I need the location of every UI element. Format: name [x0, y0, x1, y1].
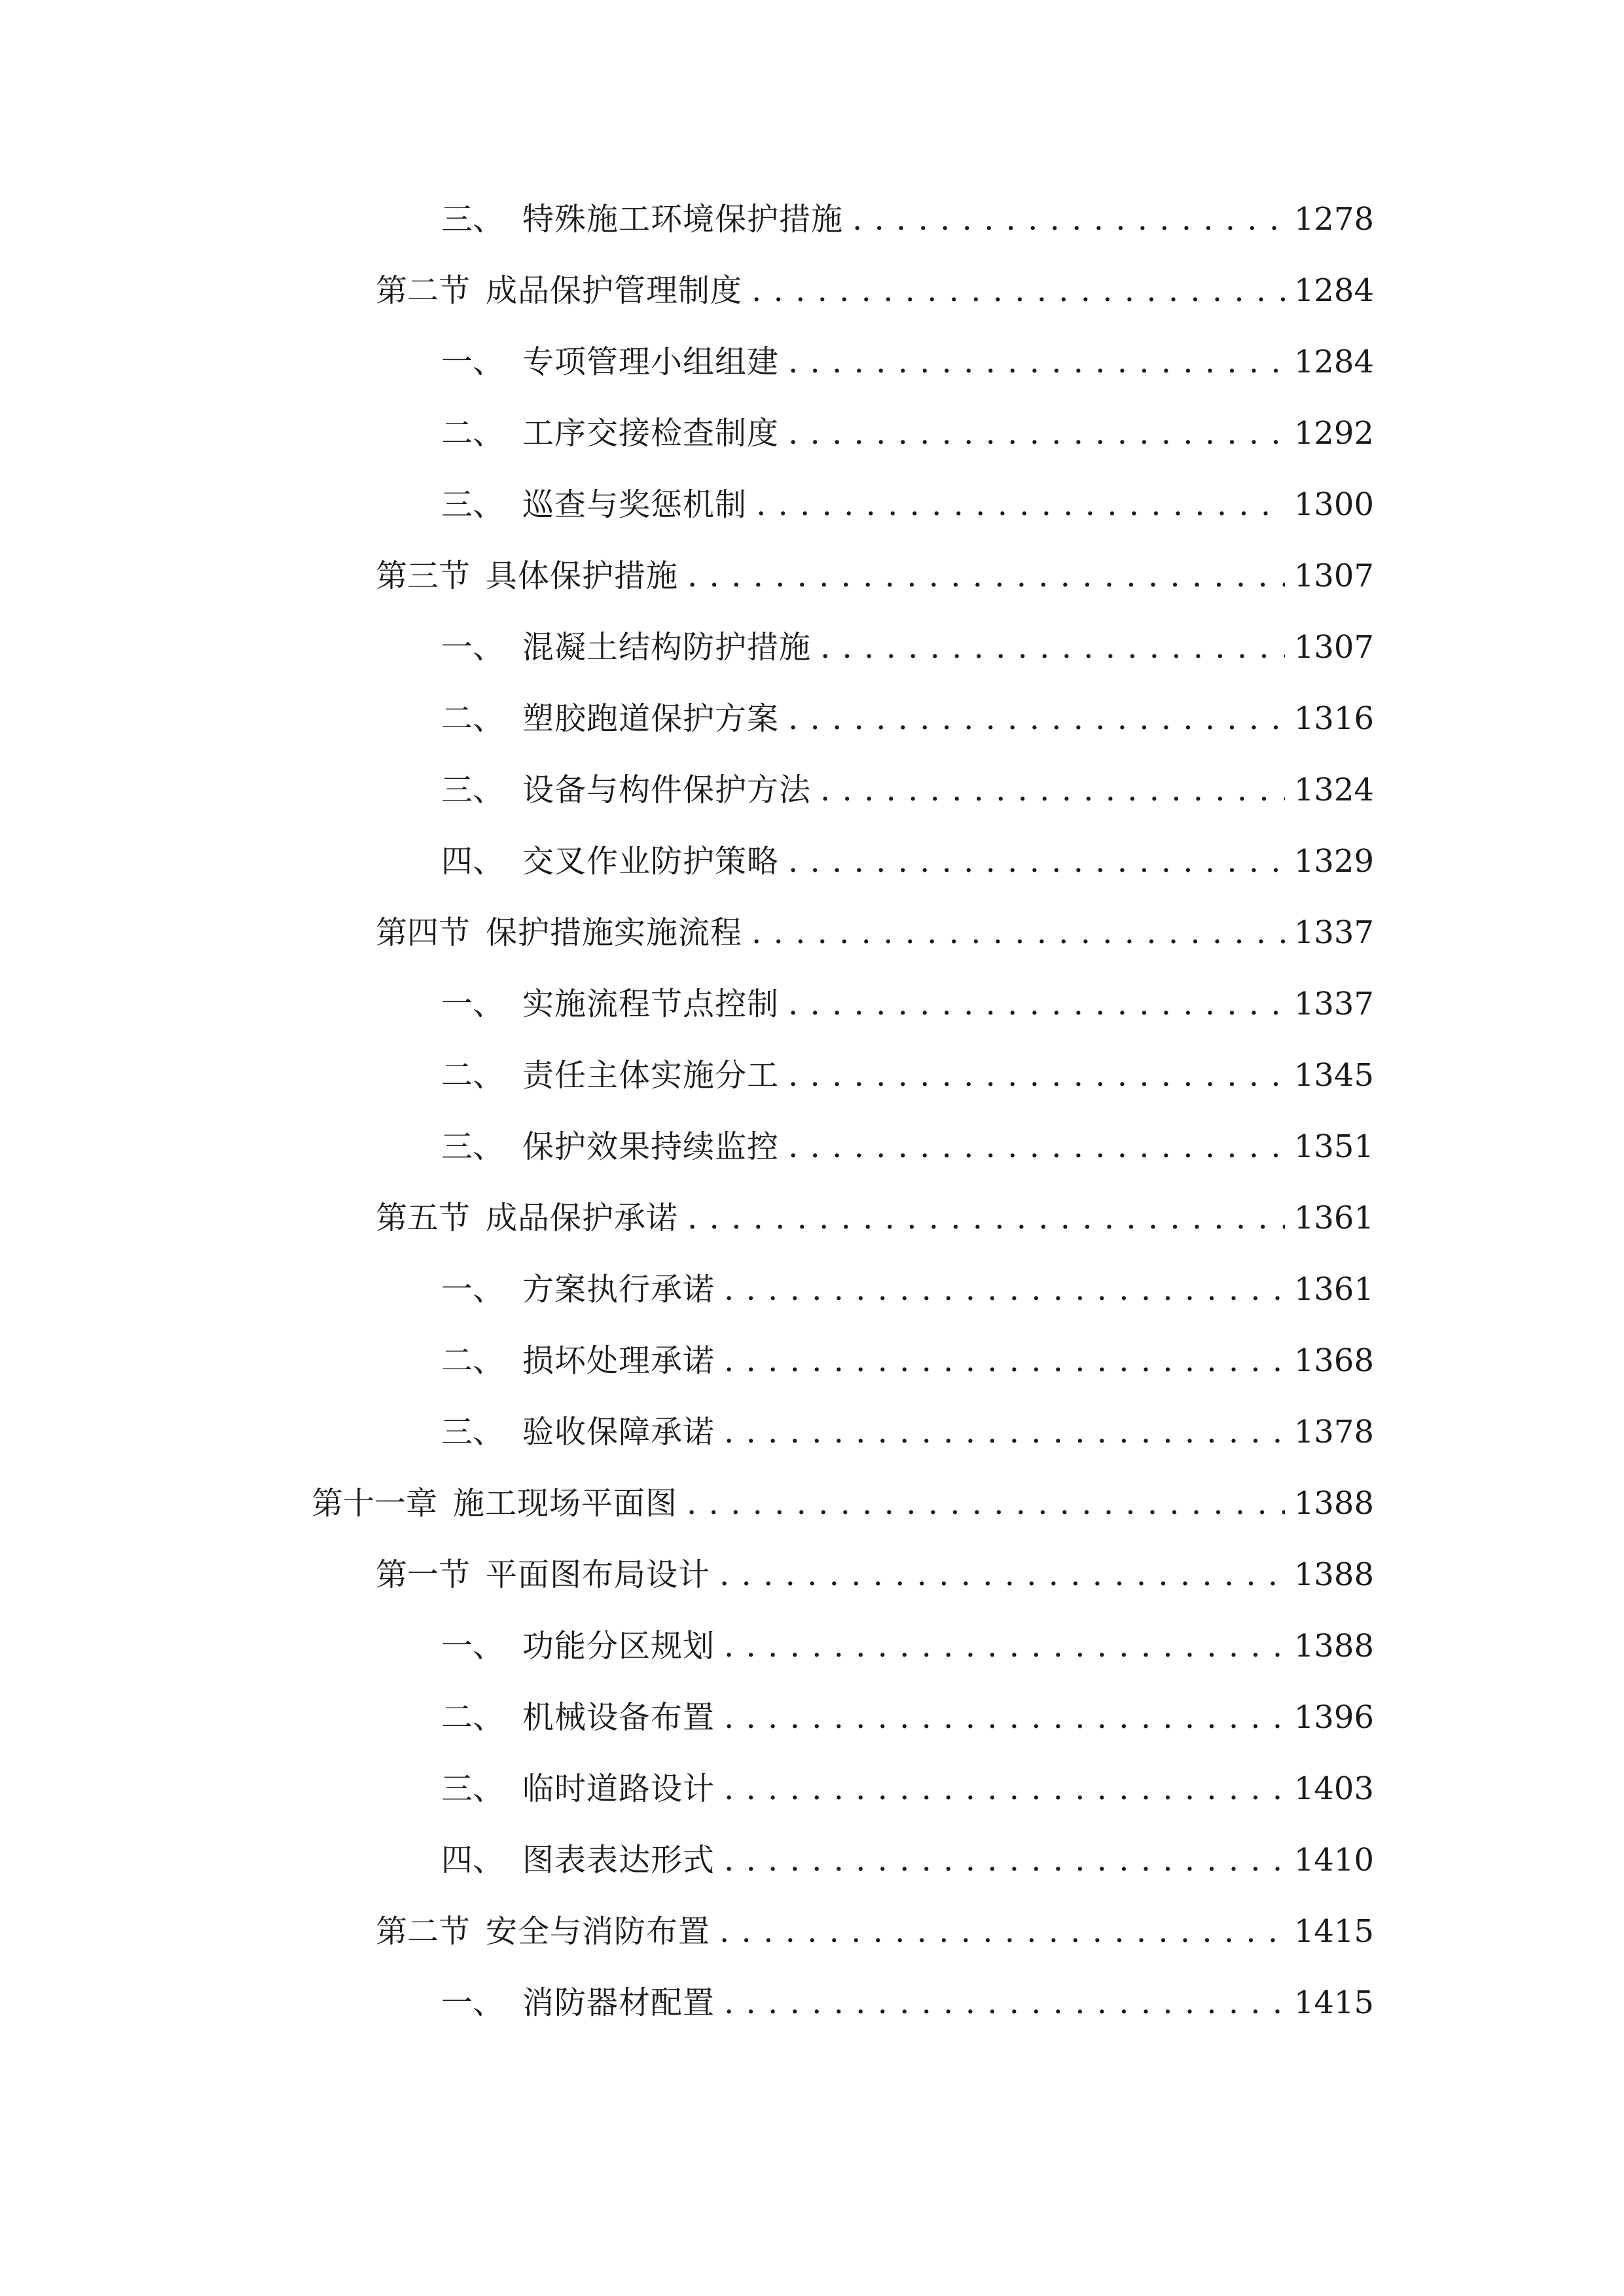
- toc-entry[interactable]: [441, 478, 1374, 531]
- toc-entry-number: 第一节: [376, 1556, 471, 1593]
- toc-entry[interactable]: [441, 407, 1374, 459]
- dot-leader: [724, 1763, 1285, 1815]
- toc-entry-number: 一、: [441, 1628, 505, 1664]
- toc-entry-page: 1388: [1293, 1628, 1374, 1664]
- toc-entry-number: 一、: [441, 1271, 505, 1308]
- toc-entry[interactable]: [441, 1763, 1374, 1815]
- toc-entry-number: 二、: [441, 1699, 505, 1736]
- dot-leader: [788, 835, 1285, 888]
- dot-leader: [687, 1477, 1285, 1530]
- toc-entry[interactable]: [376, 1549, 1374, 1601]
- toc-entry-number: 二、: [441, 1057, 505, 1094]
- toc-entry-title: 消防器材配置: [522, 1984, 715, 2021]
- toc-entry-title: 专项管理小组组建: [522, 344, 780, 380]
- toc-entry-number: 一、: [441, 986, 505, 1022]
- toc-entry[interactable]: [441, 1121, 1374, 1173]
- toc-entry-page: 1292: [1293, 415, 1374, 452]
- toc-entry-title: 功能分区规划: [522, 1628, 715, 1664]
- toc-entry-page: 1345: [1293, 1057, 1374, 1094]
- toc-entry-title: 平面图布局设计: [486, 1556, 711, 1593]
- toc-entry[interactable]: [441, 835, 1374, 888]
- toc-entry-number: 第二节: [376, 272, 471, 309]
- toc-entry-title: 设备与构件保护方法: [522, 772, 812, 808]
- dot-leader: [724, 1335, 1285, 1387]
- dot-leader: [724, 1406, 1285, 1458]
- toc-entry-title: 保护效果持续监控: [522, 1128, 780, 1165]
- toc-entry-title: 工序交接检查制度: [522, 415, 780, 452]
- toc-entry-number: 四、: [441, 1842, 505, 1878]
- dot-leader: [788, 407, 1285, 459]
- toc-entry-title: 混凝土结构防护措施: [522, 629, 812, 666]
- toc-entry[interactable]: [376, 550, 1374, 602]
- toc-entry[interactable]: [441, 1834, 1374, 1886]
- toc-entry-page: 1337: [1293, 986, 1374, 1022]
- toc-entry-title: 损坏处理承诺: [522, 1342, 715, 1379]
- toc-entry[interactable]: [376, 1192, 1374, 1244]
- dot-leader: [788, 692, 1285, 745]
- toc-entry[interactable]: [441, 1335, 1374, 1387]
- toc-entry[interactable]: [441, 1263, 1374, 1316]
- toc-entry-page: 1337: [1293, 914, 1374, 951]
- dot-leader: [724, 1834, 1285, 1886]
- toc-entry-number: 一、: [441, 629, 505, 666]
- toc-entry-title: 成品保护管理制度: [486, 272, 743, 309]
- toc-entry-title: 临时道路设计: [522, 1770, 715, 1807]
- toc-entry-page: 1368: [1293, 1342, 1374, 1379]
- toc-entry-title: 施工现场平面图: [453, 1485, 678, 1522]
- toc-entry-title: 交叉作业防护策略: [522, 843, 780, 880]
- dot-leader: [756, 478, 1285, 531]
- toc-entry-title: 方案执行承诺: [522, 1271, 715, 1308]
- toc-entry-title: 机械设备布置: [522, 1699, 715, 1736]
- toc-entry-number: 三、: [441, 1770, 505, 1807]
- toc-entry-number: 二、: [441, 1342, 505, 1379]
- toc-entry-page: 1415: [1293, 1913, 1374, 1950]
- toc-entry-title: 责任主体实施分工: [522, 1057, 780, 1094]
- toc-entry-page: 1307: [1293, 558, 1374, 594]
- toc-entry-number: 第四节: [376, 914, 471, 951]
- toc-entry-page: 1403: [1293, 1770, 1374, 1807]
- toc-entry-title: 成品保护承诺: [486, 1200, 679, 1236]
- toc-entry-title: 巡查与奖惩机制: [522, 486, 748, 523]
- toc-entry-page: 1361: [1293, 1200, 1374, 1236]
- toc-entry-number: 四、: [441, 843, 505, 880]
- toc-entry-page: 1396: [1293, 1699, 1374, 1736]
- dot-leader: [788, 978, 1285, 1030]
- toc-entry-title: 验收保障承诺: [522, 1414, 715, 1450]
- toc-entry[interactable]: [376, 264, 1374, 317]
- toc-entry-page: 1284: [1293, 272, 1374, 309]
- toc-entry[interactable]: [441, 336, 1374, 388]
- dot-leader: [719, 1905, 1285, 1958]
- toc-entry-page: 1324: [1293, 772, 1374, 808]
- toc-entry-page: 1415: [1293, 1984, 1374, 2021]
- toc-entry-page: 1388: [1293, 1556, 1374, 1593]
- toc-entry-title: 塑胶跑道保护方案: [522, 700, 780, 737]
- toc-entry[interactable]: [441, 692, 1374, 745]
- toc-entry-number: 二、: [441, 415, 505, 452]
- toc-entry-number: 一、: [441, 344, 505, 380]
- toc-entry[interactable]: [441, 1977, 1374, 2029]
- toc-entry-title: 实施流程节点控制: [522, 986, 780, 1022]
- toc-entry-title: 安全与消防布置: [486, 1913, 711, 1950]
- dot-leader: [852, 193, 1285, 245]
- dot-leader: [724, 1691, 1285, 1744]
- dot-leader: [751, 906, 1285, 959]
- toc-entry[interactable]: [376, 906, 1374, 959]
- toc-entry[interactable]: [441, 621, 1374, 673]
- toc-entry-number: 第三节: [376, 558, 471, 594]
- dot-leader: [724, 1620, 1285, 1672]
- toc-entry-page: 1378: [1293, 1414, 1374, 1450]
- dot-leader: [788, 1121, 1285, 1173]
- toc-entry[interactable]: [441, 1049, 1374, 1102]
- dot-leader: [788, 336, 1285, 388]
- toc-entry-page: 1410: [1293, 1842, 1374, 1878]
- toc-entry-number: 三、: [441, 201, 505, 238]
- toc-entry[interactable]: [441, 1406, 1374, 1458]
- toc-entry-page: 1388: [1293, 1485, 1374, 1522]
- dot-leader: [820, 764, 1285, 816]
- toc-entry[interactable]: [441, 1691, 1374, 1744]
- dot-leader: [751, 264, 1285, 317]
- toc-entry-number: 一、: [441, 1984, 505, 2021]
- toc-entry[interactable]: [441, 978, 1374, 1030]
- toc-entry-page: 1300: [1293, 486, 1374, 523]
- toc-entry[interactable]: [441, 193, 1374, 245]
- dot-leader: [724, 1977, 1285, 2029]
- toc-entry-number: 第十一章: [312, 1485, 438, 1522]
- toc-entry[interactable]: [312, 1477, 1374, 1530]
- dot-leader: [788, 1049, 1285, 1102]
- toc-entry[interactable]: [441, 1620, 1374, 1672]
- toc-entry-page: 1351: [1293, 1128, 1374, 1165]
- toc-entry-title: 具体保护措施: [486, 558, 679, 594]
- toc-entry-page: 1307: [1293, 629, 1374, 666]
- toc-entry-number: 第二节: [376, 1913, 471, 1950]
- dot-leader: [820, 621, 1285, 673]
- toc-entry-title: 保护措施实施流程: [486, 914, 743, 951]
- toc-entry-number: 第五节: [376, 1200, 471, 1236]
- toc-entry-page: 1361: [1293, 1271, 1374, 1308]
- dot-leader: [724, 1263, 1285, 1316]
- toc-entry-page: 1278: [1293, 201, 1374, 238]
- toc-entry-title: 图表表达形式: [522, 1842, 715, 1878]
- toc-entry-number: 三、: [441, 1414, 505, 1450]
- toc-entry-page: 1329: [1293, 843, 1374, 880]
- toc-entry-number: 三、: [441, 486, 505, 523]
- toc-entry[interactable]: [441, 764, 1374, 816]
- toc-entry-number: 三、: [441, 772, 505, 808]
- toc-entry[interactable]: [376, 1905, 1374, 1958]
- toc-entry-page: 1316: [1293, 700, 1374, 737]
- dot-leader: [687, 1192, 1285, 1244]
- toc-entry-number: 二、: [441, 700, 505, 737]
- toc-entry-page: 1284: [1293, 344, 1374, 380]
- toc-entry-title: 特殊施工环境保护措施: [522, 201, 844, 238]
- dot-leader: [719, 1549, 1285, 1601]
- toc-entry-number: 三、: [441, 1128, 505, 1165]
- dot-leader: [687, 550, 1285, 602]
